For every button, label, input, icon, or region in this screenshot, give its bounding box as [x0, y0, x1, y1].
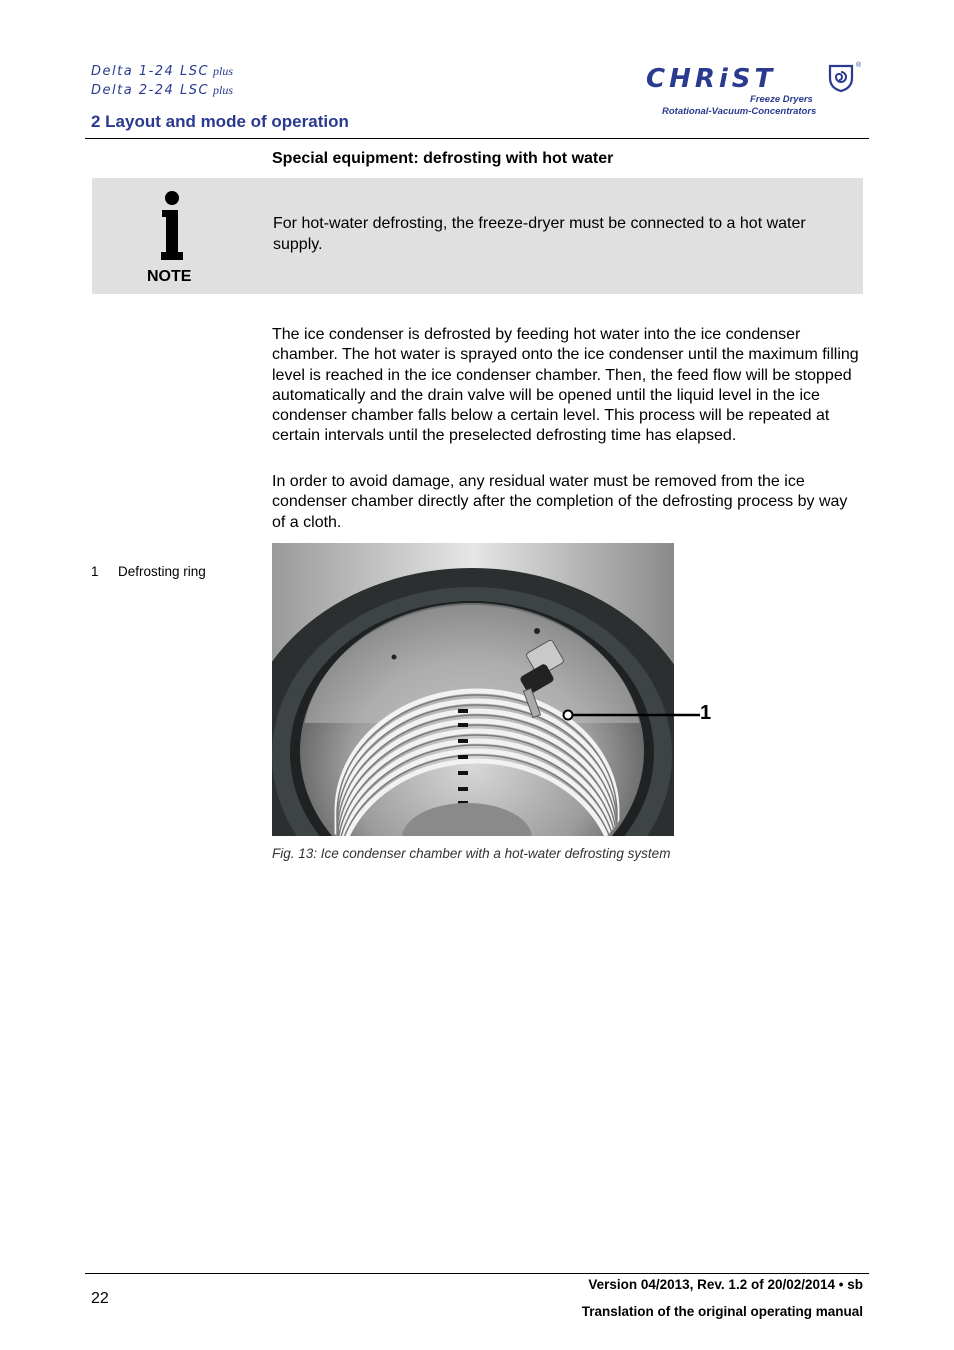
figure-caption: Fig. 13: Ice condenser chamber with a hot-water defrosting system [272, 846, 671, 861]
model-name-2: Delta 2-24 LSC [91, 83, 210, 98]
model-suffix-1: plus [213, 64, 234, 78]
section-title: 2 Layout and mode of operation [91, 112, 349, 131]
legend-number: 1 [91, 564, 99, 579]
paragraph-residual-water: In order to avoid damage, any residual water must be removed from the ice condenser chamber directly after the completion of the defrosting process by way of a cloth. [272, 473, 848, 531]
logo-emblem-icon [828, 64, 854, 92]
footer-version: Version 04/2013, Rev. 1.2 of 20/02/2014 • sb [588, 1277, 863, 1292]
figure-callout-number: 1 [700, 702, 712, 724]
paragraph-defrost-process: The ice condenser is defrosted by feeding hot water into the ice condenser chamber. The hot water is sprayed onto the ice condenser until the maximum filling level is reached in the ice condenser chamber. Then, the feed flow will be stopped automatically and the drain valve will be opened until the liquid level in the ice condenser chamber falls below a certain level. This process will be repeated at certain intervals until the preselected defrosting time has elapsed. [272, 326, 859, 445]
model-name-1: Delta 1-24 LSC [91, 64, 210, 79]
logo-subtitle-1: Freeze Dryers [750, 94, 813, 105]
callout-line-extension [674, 713, 700, 717]
note-text: For hot-water defrosting, the freeze-dryer must be connected to a hot water supply. [273, 215, 806, 253]
note-label: NOTE [147, 268, 192, 285]
figure-legend-item [91, 564, 206, 579]
info-icon [156, 190, 192, 262]
footer-translation: Translation of the original operating manual [581, 1304, 863, 1319]
logo-registered-mark: ® [856, 62, 862, 69]
model-line-1 [91, 64, 233, 79]
legend-label: Defrosting ring [118, 564, 206, 579]
logo-subtitle-2: Rotational-Vacuum-Concentrators [662, 106, 817, 117]
header-divider [85, 138, 869, 139]
model-line-2 [91, 83, 233, 98]
footer-divider [85, 1273, 869, 1274]
subheading: Special equipment: defrosting with hot water [272, 150, 614, 167]
ice-condenser-photo [272, 543, 674, 836]
christ-logo [640, 62, 870, 120]
logo-wordmark: CHRiST [646, 64, 777, 94]
note-box [92, 178, 863, 294]
page-number: 22 [91, 1290, 109, 1307]
model-suffix-2: plus [213, 83, 234, 97]
